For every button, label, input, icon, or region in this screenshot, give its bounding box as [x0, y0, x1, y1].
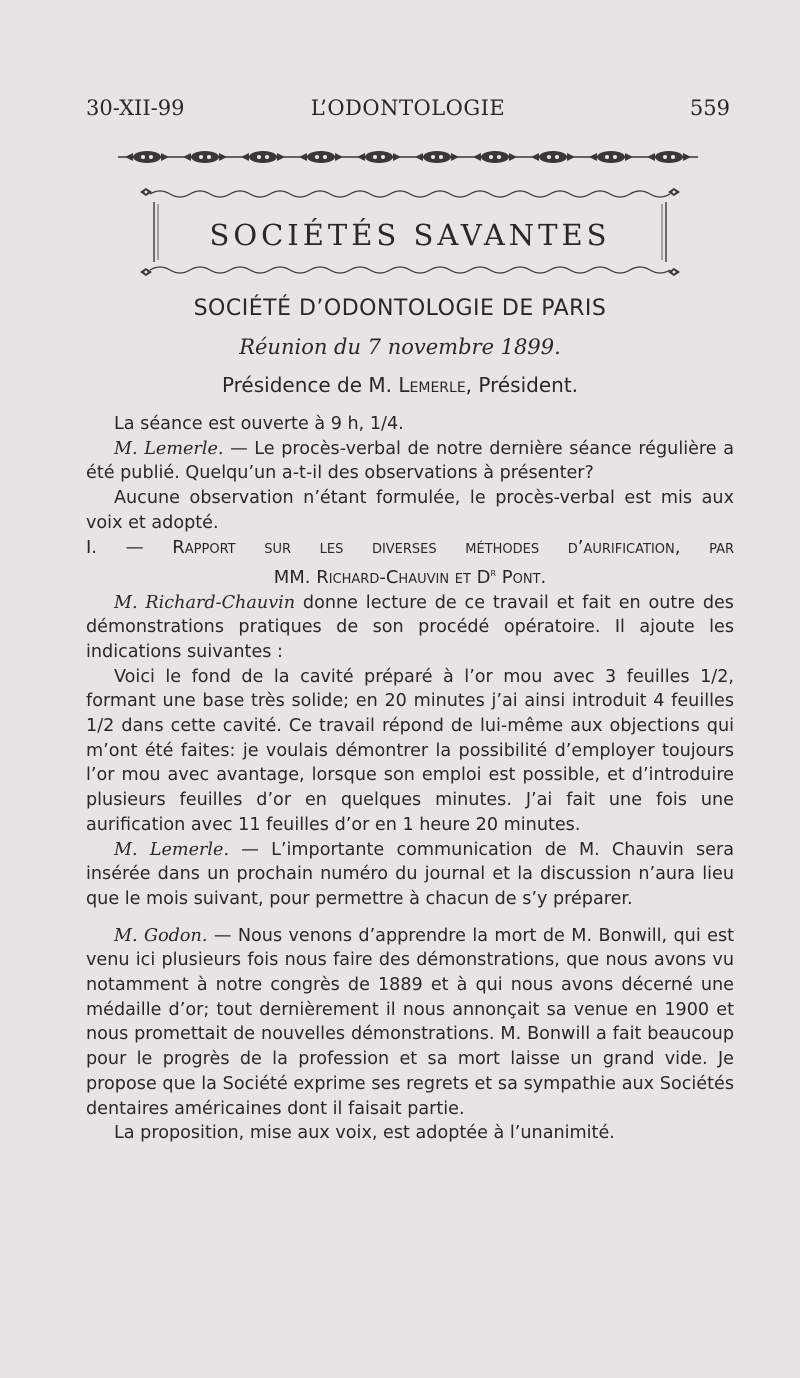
speech-text: donne lecture de ce travail et fait en outre des démonstrations pratiques de son procédé opératoire. Il ajoute les indications suivantes :: [86, 592, 734, 662]
speech-text: — Le procès-verbal de notre dernière séance régulière a été publié. Quelqu’un a-t-il des observations à présenter?: [86, 438, 734, 484]
running-head: [86, 96, 730, 126]
presidence-prefix: Présidence de M.: [221, 373, 399, 397]
issue-date: 30-XII-99: [86, 96, 185, 120]
journal-title: L’ODONTOLOGIE: [310, 96, 506, 120]
lemerle-remark-1: [86, 437, 734, 486]
speaker-name: M. Lemerle.: [114, 839, 230, 860]
presidence-suffix: , Président.: [465, 373, 579, 397]
ornamental-band: [118, 146, 698, 168]
speaker-name: M. Godon.: [114, 925, 208, 946]
doctor-abbrev-sup: r: [490, 565, 497, 579]
speaker-name: M. Richard-Chauvin: [114, 592, 296, 613]
speech-text: — Nous venons d’apprendre la mort de M. Bonwill, qui est venu ici plusieurs fois nous faire des démonstrations, que nous avons vu notamment à notre congrès de 1889 et à qui nous avons décerné une médaille d’or; tout dernièrement il nous annonçait sa venue en 1900 et nous promettait de nouvelles démonstrations. M. Bonwill a fait beaucoup pour le progrès de la profession et sa mort laisse un grand vide. Je propose que la Société exprime ses regrets et sa sympathie aux Sociétés dentaires américaines dont il faisait partie.: [86, 925, 735, 1119]
opening-paragraph: La séance est ouverte à 9 h, 1/4.: [114, 414, 404, 434]
lemerle-remark-2: [86, 838, 734, 912]
report-authors: MM. Richard-Chauvin et D: [273, 566, 491, 588]
section-title-box: [140, 182, 680, 282]
section-title: SOCIÉTÉS SAVANTES: [209, 218, 611, 252]
quote-paragraph: Voici le fond de la cavité préparé à l’or mou avec 3 feuilles 1/2, formant une base très solide; en 20 minutes j’ai ainsi introduit 4 feuilles 1/2 dans cette cavité. Ce travail répond de lui-même aux objections qui m’ont été faites: je voulais démontrer la possibilité d’employer toujours l’or mou avec avantage, lorsque son emploi est possible, et d’introduire plusieurs feuilles d’or en quelques minutes. J’ai fait une fois une aurification avec 11 feuilles d’or en 1 heure 20 minutes.: [86, 666, 734, 835]
speech-text: — L’importante communication de M. Chauvin sera insérée dans un prochain numéro du journal et la discussion n’aura lieu que le mois suivant, pour permettre à chacun de s’y préparer.: [86, 839, 734, 909]
page-number: 559: [689, 96, 730, 120]
report-heading-line2: [86, 560, 734, 591]
society-name: SOCIÉTÉ D’ODONTOLOGIE DE PARIS: [193, 296, 607, 321]
no-observation-paragraph: Aucune observation n’étant formulée, le procès-verbal est mis aux voix et adopté.: [86, 488, 734, 533]
presidence-line: [0, 373, 800, 397]
article-body: [86, 412, 734, 1146]
report-authors-end: Pont.: [496, 566, 547, 588]
godon-paragraph: [86, 924, 734, 1122]
richard-paragraph: [86, 591, 734, 665]
report-heading-line1: I. — Rapport sur les diverses méthodes d’aurification, par: [86, 536, 734, 558]
speaker-name: M. Lemerle.: [114, 438, 224, 459]
meeting-date: Réunion du 7 novembre 1899.: [239, 335, 561, 359]
resolution-paragraph: La proposition, mise aux voix, est adoptée à l’unanimité.: [114, 1123, 615, 1144]
president-name: Lemerle: [398, 373, 466, 397]
